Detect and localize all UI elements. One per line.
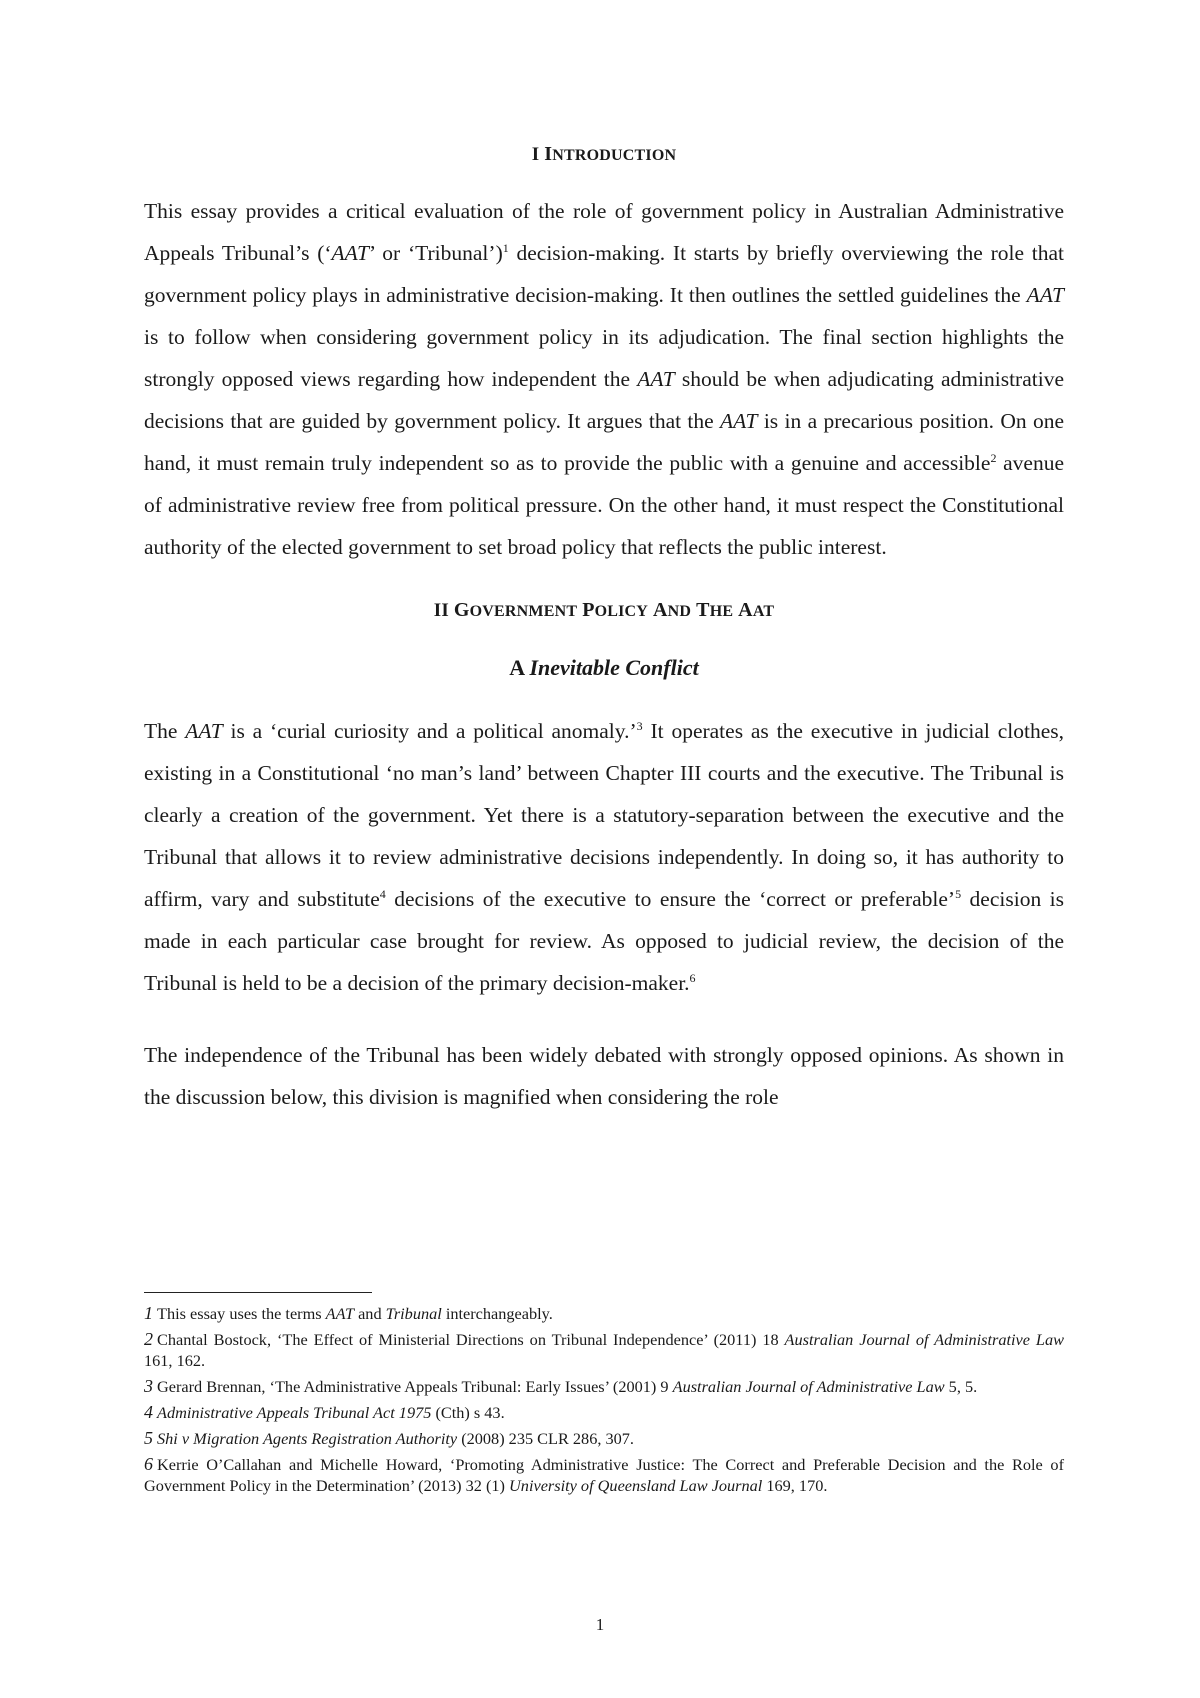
footnote-separator xyxy=(144,1292,372,1293)
footnote-ref-6[interactable]: 6 xyxy=(689,971,696,985)
journal-title: Australian Journal of Administrative Law xyxy=(672,1377,945,1396)
footnote-ref-3[interactable]: 3 xyxy=(636,719,643,733)
act-title: Administrative Appeals Tribunal Act 1975 xyxy=(157,1403,432,1422)
text-run: (Cth) s 43. xyxy=(431,1403,505,1422)
heading-initial: A xyxy=(738,599,753,621)
footnote-6 xyxy=(144,1454,1064,1496)
footnote-ref-4[interactable]: 4 xyxy=(379,887,386,901)
text-run: interchangeably. xyxy=(441,1304,553,1323)
text-run: Kerrie O’Callahan and Michelle Howard, ‘Promoting Administrative Justice: The Correct and Preferable Decision and the Role of Government Policy in the Determination’ (2013) 32 (1) xyxy=(144,1455,1064,1495)
section-heading-government-policy xyxy=(144,598,1064,624)
subsection-heading-inevitable-conflict xyxy=(144,654,1064,682)
section-heading-introduction xyxy=(144,142,1064,168)
text-run: and xyxy=(354,1304,386,1323)
independence-paragraph: The independence of the Tribunal has been widely debated with strongly opposed opinions. As shown in the discussion below, this division is magnified when considering the role xyxy=(144,1043,1064,1109)
italic-term: Tribunal xyxy=(385,1304,442,1323)
heading-rest: OVERNMENT xyxy=(469,603,578,620)
italic-term: AAT xyxy=(185,719,223,743)
text-run: 161, 162. xyxy=(144,1351,206,1370)
text-run: It operates as the executive in judicial clothes, existing in a Constitutional ‘no man’s land’ between Chapter III courts and the executive. The Tribunal is clearly a creation of the government. Yet there is a statutory-separation between the executive and the Tribunal that allows it to review administrative decisions independently. In doing so, it has authority to affirm, vary and substitute xyxy=(144,719,1064,911)
footnote-number: 3 xyxy=(144,1376,153,1396)
footnote-number: 1 xyxy=(144,1303,153,1323)
heading-rest: NTRODUCTION xyxy=(552,147,677,164)
section-numeral: II xyxy=(433,600,449,621)
heading-initial: G xyxy=(453,599,470,621)
footnote-3 xyxy=(144,1376,1064,1397)
footnote-number: 6 xyxy=(144,1454,153,1474)
heading-initial: P xyxy=(582,599,595,621)
main-content xyxy=(144,142,1064,1118)
text-run: This essay uses the terms xyxy=(157,1304,326,1323)
text-run: (2008) 235 CLR 286, 307. xyxy=(457,1429,634,1448)
italic-term: AAT xyxy=(637,367,675,391)
journal-title: Australian Journal of Administrative Law xyxy=(784,1330,1064,1349)
text-run: 169, 170. xyxy=(762,1476,828,1495)
footnote-ref-1[interactable]: 1 xyxy=(502,241,509,255)
heading-rest: AT xyxy=(752,603,775,620)
text-run: decision is made in each particular case brought for review. As opposed to judicial review, the decision of the Tribunal is held to be a decision of the primary decision-maker. xyxy=(144,887,1064,995)
introduction-paragraph xyxy=(144,190,1064,568)
italic-term: AAT xyxy=(720,409,758,433)
footnote-2 xyxy=(144,1329,1064,1371)
footnote-ref-5[interactable]: 5 xyxy=(955,887,962,901)
footnote-1 xyxy=(144,1303,1064,1324)
heading-rest: OLICY xyxy=(594,603,649,620)
footnote-ref-2[interactable]: 2 xyxy=(990,451,997,465)
italic-term: AAT xyxy=(325,1304,355,1323)
footnotes-section xyxy=(144,1292,1064,1501)
text-run: 5, 5. xyxy=(944,1377,978,1396)
subsection-title: Inevitable Conflict xyxy=(529,655,699,680)
footnote-5 xyxy=(144,1428,1064,1449)
heading-rest: HE xyxy=(709,603,734,620)
text-run: ’ or ‘Tribunal’) xyxy=(368,241,503,265)
subsection-letter: A xyxy=(509,655,524,680)
text-run: is in a precarious position. On one hand, it must remain truly independent so as to provide the public with a genuine and accessible xyxy=(144,409,1064,475)
footnote-number: 4 xyxy=(144,1402,153,1422)
text-run: is a ‘curial curiosity and a political anomaly.’ xyxy=(222,719,637,743)
journal-title: University of Queensland Law Journal xyxy=(509,1476,763,1495)
text-run: Chantal Bostock, ‘The Effect of Ministerial Directions on Tribunal Independence’ (2011) 18 xyxy=(157,1330,785,1349)
text-run: Gerard Brennan, ‘The Administrative Appeals Tribunal: Early Issues’ (2001) 9 xyxy=(157,1377,673,1396)
footnote-number: 2 xyxy=(144,1329,153,1349)
text-run: avenue of administrative review free from political pressure. On the other hand, it must respect the Constitutional authority of the elected government to set broad policy that reflects the public interest. xyxy=(144,451,1064,559)
section-numeral: I xyxy=(531,144,540,165)
footnote-number: 5 xyxy=(144,1428,153,1448)
page-number: 1 xyxy=(595,1615,605,1634)
text-run: This essay provides a critical evaluation of the role of government policy in Australian Administrative Appeals Tribunal’s (‘ xyxy=(144,199,1064,265)
text-run: should be when adjudicating administrative decisions that are guided by government policy. It argues that the xyxy=(144,367,1064,433)
heading-initial: T xyxy=(696,599,710,621)
text-run: decision-making. It starts by briefly overviewing the role that government policy plays in administrative decision-making. It then outlines the settled guidelines the xyxy=(144,241,1065,307)
conflict-paragraph xyxy=(144,710,1064,1004)
text-run: The xyxy=(144,719,186,743)
text-run: is to follow when considering government policy in its adjudication. The final section highlights the strongly opposed views regarding how independent the xyxy=(144,325,1064,391)
footnote-4 xyxy=(144,1402,1064,1423)
text-run: decisions of the executive to ensure the ‘correct or preferable’ xyxy=(385,887,956,911)
heading-rest: ND xyxy=(667,603,692,620)
italic-term: AAT xyxy=(331,241,369,265)
heading-initial: A xyxy=(653,599,668,621)
italic-term: AAT xyxy=(1026,283,1064,307)
heading-initial: I xyxy=(544,143,553,165)
case-name: Shi v Migration Agents Registration Authority xyxy=(157,1429,458,1448)
